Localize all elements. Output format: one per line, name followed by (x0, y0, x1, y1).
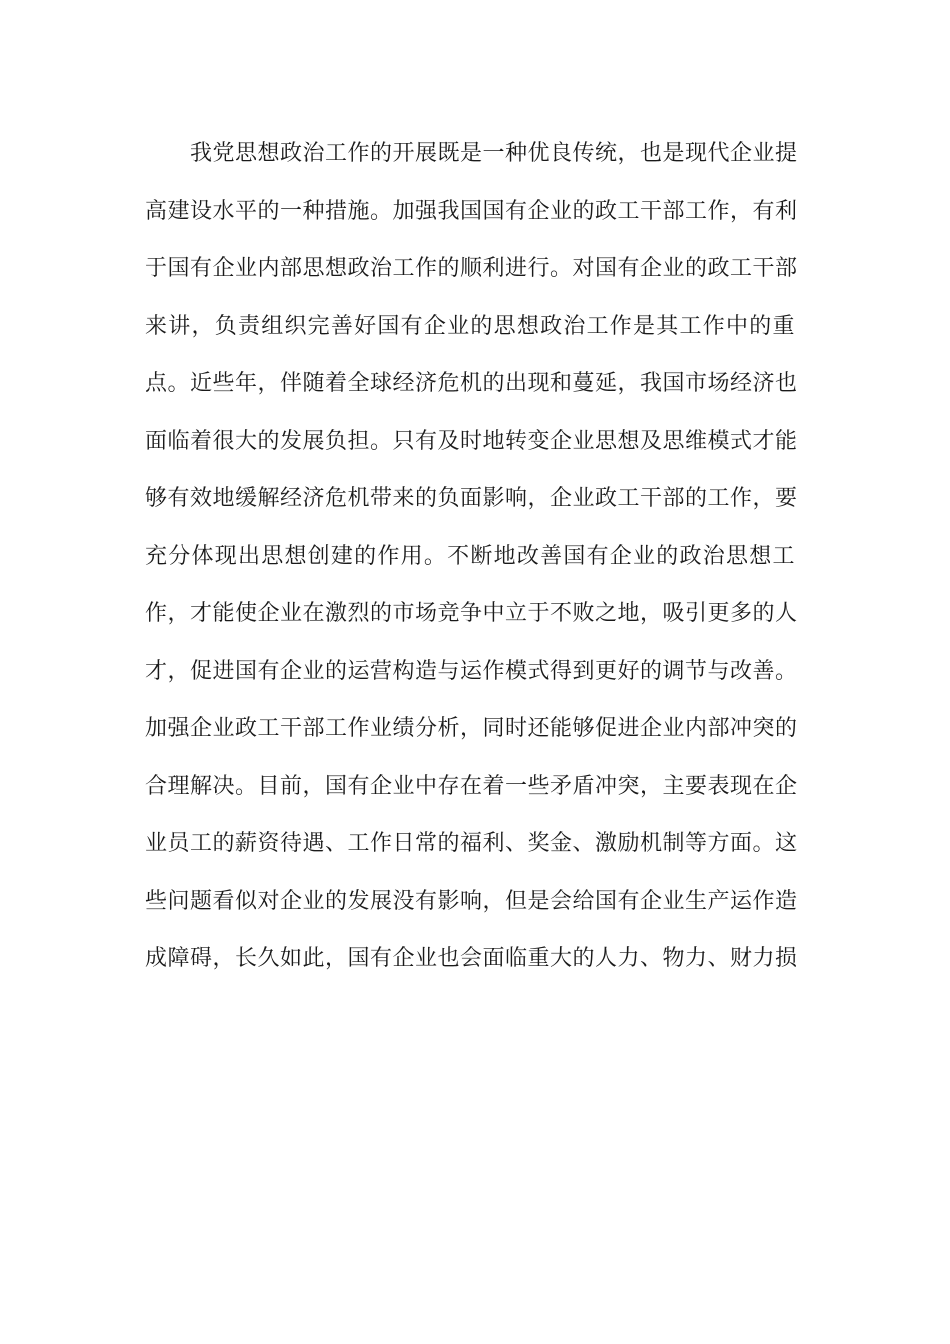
paragraph-line: 加强企业政工干部工作业绩分析，同时还能够促进企业内部冲突的 (145, 716, 798, 741)
paragraph-line: 高建设水平的一种措施。加强我国国有企业的政工干部工作，有利 (145, 198, 798, 224)
paragraph-line: 于国有企业内部思想政治工作的顺利进行。对国有企业的政工干部 (145, 256, 798, 281)
paragraph-line: 成障碍，长久如此，国有企业也会面临重大的人力、物力、财力损 (145, 946, 798, 971)
paragraph-line: 点。近些年，伴随着全球经济危机的出现和蔓延，我国市场经济也 (145, 371, 798, 396)
paragraph-line: 业员工的薪资待遇、工作日常的福利、奖金、激励机制等方面。这 (145, 831, 798, 856)
body-paragraph (145, 125, 798, 988)
paragraph-line: 来讲，负责组织完善好国有企业的思想政治工作是其工作中的重 (145, 313, 795, 339)
paragraph-line: 些问题看似对企业的发展没有影响，但是会给国有企业生产运作造 (145, 888, 798, 914)
paragraph-line: 合理解决。目前，国有企业中存在着一些矛盾冲突，主要表现在企 (145, 773, 798, 799)
paragraph-line: 充分体现出思想创建的作用。不断地改善国有企业的政治思想工 (145, 543, 795, 569)
paragraph-line: 我党思想政治工作的开展既是一种优良传统，也是现代企业提 (190, 141, 798, 166)
paragraph-line: 够有效地缓解经济危机带来的负面影响，企业政工干部的工作，要 (145, 486, 798, 511)
paragraph-line: 面临着很大的发展负担。只有及时地转变企业思想及思维模式才能 (145, 428, 798, 454)
paragraph-line: 作，才能使企业在激烈的市场竞争中立于不败之地，吸引更多的人 (145, 601, 798, 626)
paragraph-line: 才，促进国有企业的运营构造与运作模式得到更好的调节与改善。 (145, 658, 798, 684)
